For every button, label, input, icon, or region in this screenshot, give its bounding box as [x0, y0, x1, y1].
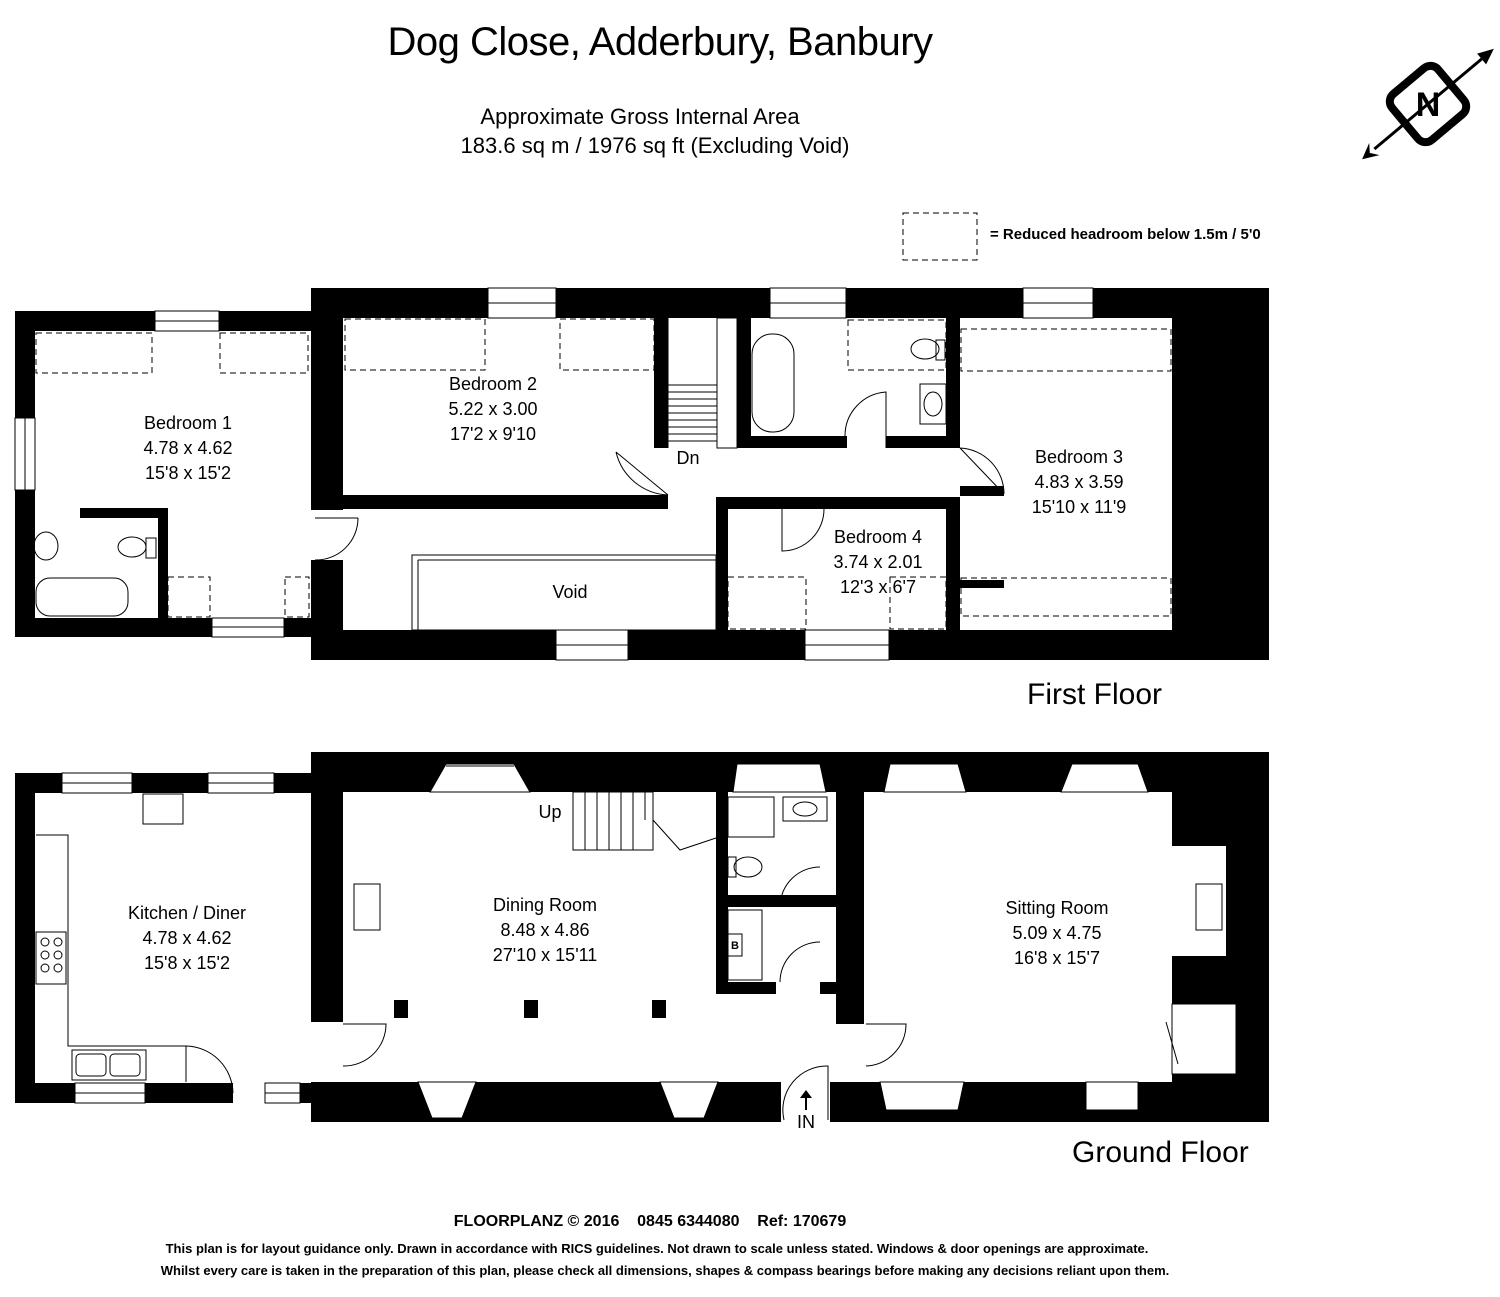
area-label: Approximate Gross Internal Area — [480, 104, 800, 129]
room-imperial: 16'8 x 15'7 — [1014, 948, 1100, 968]
room-imperial: 15'10 x 11'9 — [1031, 497, 1127, 517]
footer-credit: FLOORPLANZ © 2016 0845 6344080 Ref: 170679 — [453, 1213, 847, 1230]
room-imperial: 17'2 x 9'10 — [450, 424, 536, 444]
room-imperial: 12'3 x 6'7 — [840, 577, 916, 597]
plan-title: Dog Close, Adderbury, Banbury — [387, 20, 933, 64]
room-bedroom-4 — [833, 525, 922, 600]
area-value: 183.6 sq m / 1976 sq ft (Excluding Void) — [460, 133, 850, 158]
room-bedroom-2 — [448, 372, 537, 447]
footer-disclaimer-1: This plan is for layout guidance only. Drawn in accordance with RICS guidelines. Not drawn to scale unless stated. Windows & door openings are approximate. — [165, 1241, 1149, 1256]
room-name: Bedroom 3 — [1034, 447, 1124, 467]
room-dining-room — [493, 893, 598, 968]
footer-disclaimer-2: Whilst every care is taken in the preparation of this plan, please check all dimensions, shapes & compass bearings before making any decisions reliant upon them. — [160, 1263, 1170, 1278]
room-metric: 4.83 x 3.59 — [1034, 472, 1124, 492]
room-metric: 5.09 x 4.75 — [1012, 923, 1102, 943]
stairs-down-label: Dn — [676, 448, 700, 468]
room-metric: 4.78 x 4.62 — [143, 438, 233, 458]
room-sitting-room — [1005, 896, 1108, 971]
room-imperial: 15'8 x 15'2 — [144, 953, 230, 973]
room-kitchen-diner — [128, 901, 246, 976]
room-imperial: 15'8 x 15'2 — [145, 463, 231, 483]
first-floor-heading: First Floor — [1027, 678, 1162, 711]
ground-floor-heading: Ground Floor — [1072, 1136, 1249, 1169]
room-imperial: 27'10 x 15'11 — [492, 945, 598, 965]
room-name: Dining Room — [492, 895, 598, 915]
room-metric: 8.48 x 4.86 — [500, 920, 590, 940]
compass-letter: N — [1415, 86, 1441, 124]
stairs-up-label: Up — [538, 802, 562, 822]
room-name: Bedroom 4 — [833, 527, 923, 547]
room-bedroom-1 — [143, 411, 232, 486]
room-metric: 4.78 x 4.62 — [142, 928, 232, 948]
room-metric: 5.22 x 3.00 — [448, 399, 538, 419]
legend-text: = Reduced headroom below 1.5m / 5'0 — [990, 226, 1261, 243]
legend-swatch — [903, 213, 977, 260]
room-name: Bedroom 1 — [143, 413, 233, 433]
room-bedroom-3 — [1032, 445, 1127, 520]
entrance-label: IN — [797, 1112, 815, 1132]
room-name: Bedroom 2 — [448, 374, 538, 394]
boiler-label: B — [731, 940, 739, 952]
north-arrow-icon — [1343, 26, 1500, 183]
room-name: Sitting Room — [1005, 898, 1109, 918]
room-metric: 3.74 x 2.01 — [833, 552, 923, 572]
void-label: Void — [552, 582, 588, 602]
room-name: Kitchen / Diner — [127, 903, 247, 923]
